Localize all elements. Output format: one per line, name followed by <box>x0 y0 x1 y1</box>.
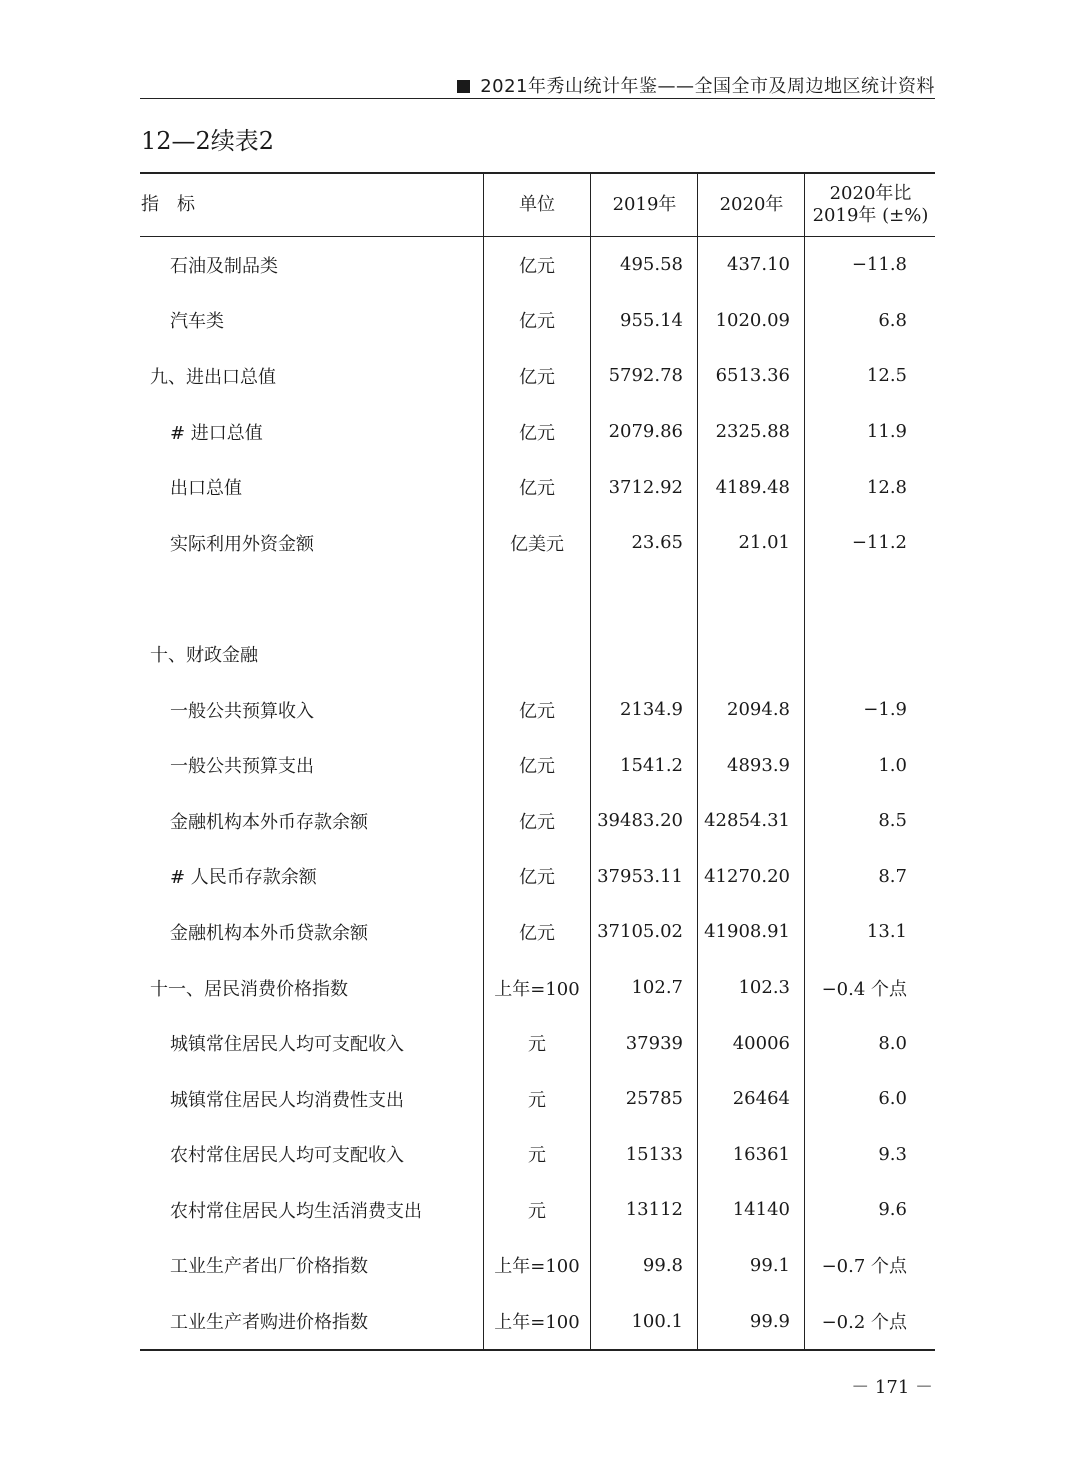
unit-cell: 上年=100 <box>484 1238 591 1294</box>
table-row <box>140 1293 935 1350</box>
unit-cell: 亿元 <box>484 404 591 460</box>
table-body <box>140 237 935 1350</box>
value-2020-cell: 41270.20 <box>698 849 805 905</box>
value-2019-cell: 37105.02 <box>591 904 698 960</box>
indicator-cell: 金融机构本外币存款余额 <box>170 811 368 833</box>
change-cell: −0.4 个点 <box>805 960 936 1016</box>
running-title-text: 2021年秀山统计年鉴——全国全市及周边地区统计资料 <box>480 76 935 97</box>
table-row <box>140 626 935 682</box>
value-2020-cell: 2325.88 <box>698 404 805 460</box>
value-2020-cell: 26464 <box>698 1071 805 1127</box>
table-row <box>140 904 935 960</box>
value-2019-cell: 25785 <box>591 1071 698 1127</box>
indicator-cell: 城镇常住居民人均可支配收入 <box>170 1034 404 1056</box>
indicator-cell: 城镇常住居民人均消费性支出 <box>170 1089 404 1111</box>
unit-cell: 亿元 <box>484 793 591 849</box>
change-cell: 8.7 <box>805 849 936 905</box>
header-change <box>805 173 936 237</box>
table-row <box>140 348 935 404</box>
page-number: － 171 － <box>851 1377 933 1398</box>
unit-cell: 亿元 <box>484 293 591 349</box>
table-row <box>140 237 935 293</box>
value-2019-cell: 99.8 <box>591 1238 698 1294</box>
value-2020-cell: 21.01 <box>698 515 805 571</box>
value-2020-cell: 16361 <box>698 1127 805 1183</box>
indicator-cell: 一般公共预算收入 <box>170 700 314 722</box>
value-2019-cell: 955.14 <box>591 293 698 349</box>
indicator-cell: 金融机构本外币贷款余额 <box>170 922 368 944</box>
value-2020-cell <box>698 626 805 682</box>
table-row <box>140 737 935 793</box>
indicator-cell: 农村常住居民人均生活消费支出 <box>170 1200 422 1222</box>
value-2019-cell: 3712.92 <box>591 459 698 515</box>
table-row <box>140 1238 935 1294</box>
change-cell: −0.7 个点 <box>805 1238 936 1294</box>
unit-cell: 亿元 <box>484 348 591 404</box>
value-2019-cell: 37953.11 <box>591 849 698 905</box>
change-cell: −11.2 <box>805 515 936 571</box>
table-title: 12—2续表2 <box>141 127 275 155</box>
unit-cell: 元 <box>484 1182 591 1238</box>
change-cell: 12.8 <box>805 459 936 515</box>
value-2019-cell: 2079.86 <box>591 404 698 460</box>
indicator-cell: 石油及制品类 <box>170 255 278 277</box>
change-cell: 6.0 <box>805 1071 936 1127</box>
value-2020-cell: 99.9 <box>698 1293 805 1350</box>
indicator-cell: 工业生产者出厂价格指数 <box>170 1256 368 1278</box>
indicator-cell: # 进口总值 <box>170 422 263 444</box>
table-row <box>140 1015 935 1071</box>
table-header-row <box>140 173 935 237</box>
running-header <box>140 70 935 99</box>
value-2020-cell: 40006 <box>698 1015 805 1071</box>
value-2020-cell: 14140 <box>698 1182 805 1238</box>
indicator-cell: 九、进出口总值 <box>150 366 276 388</box>
table-row <box>140 1182 935 1238</box>
change-cell: −0.2 个点 <box>805 1293 936 1350</box>
change-cell: 8.0 <box>805 1015 936 1071</box>
change-cell: 6.8 <box>805 293 936 349</box>
value-2020-cell: 2094.8 <box>698 682 805 738</box>
value-2019-cell: 102.7 <box>591 960 698 1016</box>
unit-cell: 上年=100 <box>484 1293 591 1350</box>
table-row <box>140 459 935 515</box>
header-change-line2: 2019年 (±%) <box>812 205 929 226</box>
value-2019-cell: 13112 <box>591 1182 698 1238</box>
header-indicator: 指 标 <box>140 173 484 237</box>
unit-cell: 亿元 <box>484 682 591 738</box>
spacer-row <box>140 571 935 627</box>
unit-cell: 亿美元 <box>484 515 591 571</box>
table-row <box>140 515 935 571</box>
change-cell: 1.0 <box>805 737 936 793</box>
indicator-cell: 工业生产者购进价格指数 <box>140 1293 484 1350</box>
value-2019-cell <box>591 626 698 682</box>
value-2019-cell: 37939 <box>591 1015 698 1071</box>
value-2020-cell: 102.3 <box>698 960 805 1016</box>
table-row <box>140 1071 935 1127</box>
square-bullet-icon <box>457 80 470 93</box>
unit-cell: 亿元 <box>484 904 591 960</box>
table-row <box>140 1127 935 1183</box>
running-title <box>457 72 935 98</box>
value-2019-cell: 1541.2 <box>591 737 698 793</box>
indicator-cell: 实际利用外资金额 <box>170 533 314 555</box>
table-row <box>140 682 935 738</box>
change-cell: 9.3 <box>805 1127 936 1183</box>
value-2020-cell: 437.10 <box>698 237 805 293</box>
table-row <box>140 849 935 905</box>
indicator-cell: 一般公共预算支出 <box>170 756 314 778</box>
value-2019-cell: 5792.78 <box>591 348 698 404</box>
indicator-cell: 出口总值 <box>170 478 242 500</box>
value-2019-cell: 15133 <box>591 1127 698 1183</box>
unit-cell: 亿元 <box>484 849 591 905</box>
unit-cell: 亿元 <box>484 737 591 793</box>
table-row <box>140 293 935 349</box>
indicator-cell: # 人民币存款余额 <box>170 867 317 889</box>
table-row <box>140 404 935 460</box>
change-cell: 9.6 <box>805 1182 936 1238</box>
value-2019-cell: 23.65 <box>591 515 698 571</box>
header-2020: 2020年 <box>698 173 805 237</box>
header-change-line1: 2020年比 <box>829 183 912 204</box>
change-cell: 11.9 <box>805 404 936 460</box>
change-cell: 12.5 <box>805 348 936 404</box>
table-row <box>140 960 935 1016</box>
value-2019-cell: 100.1 <box>591 1293 698 1350</box>
value-2019-cell: 2134.9 <box>591 682 698 738</box>
change-cell: 13.1 <box>805 904 936 960</box>
unit-cell: 上年=100 <box>484 960 591 1016</box>
indicator-cell: 十一、居民消费价格指数 <box>150 978 348 1000</box>
header-unit: 单位 <box>484 173 591 237</box>
value-2019-cell: 495.58 <box>591 237 698 293</box>
value-2020-cell: 6513.36 <box>698 348 805 404</box>
change-cell: −11.8 <box>805 237 936 293</box>
value-2020-cell: 1020.09 <box>698 293 805 349</box>
change-cell: −1.9 <box>805 682 936 738</box>
value-2020-cell: 41908.91 <box>698 904 805 960</box>
change-cell: 8.5 <box>805 793 936 849</box>
indicator-cell: 十、财政金融 <box>150 644 258 666</box>
statistics-table <box>140 172 935 1351</box>
table-row <box>140 793 935 849</box>
indicator-cell: 汽车类 <box>170 311 224 333</box>
value-2020-cell: 42854.31 <box>698 793 805 849</box>
header-2019: 2019年 <box>591 173 698 237</box>
unit-cell <box>484 626 591 682</box>
indicator-cell: 农村常住居民人均可支配收入 <box>170 1145 404 1167</box>
value-2020-cell: 99.1 <box>698 1238 805 1294</box>
unit-cell: 亿元 <box>484 237 591 293</box>
unit-cell: 元 <box>484 1071 591 1127</box>
value-2020-cell: 4189.48 <box>698 459 805 515</box>
unit-cell: 亿元 <box>484 459 591 515</box>
unit-cell: 元 <box>484 1015 591 1071</box>
change-cell <box>805 626 936 682</box>
unit-cell: 元 <box>484 1127 591 1183</box>
value-2019-cell: 39483.20 <box>591 793 698 849</box>
value-2020-cell: 4893.9 <box>698 737 805 793</box>
